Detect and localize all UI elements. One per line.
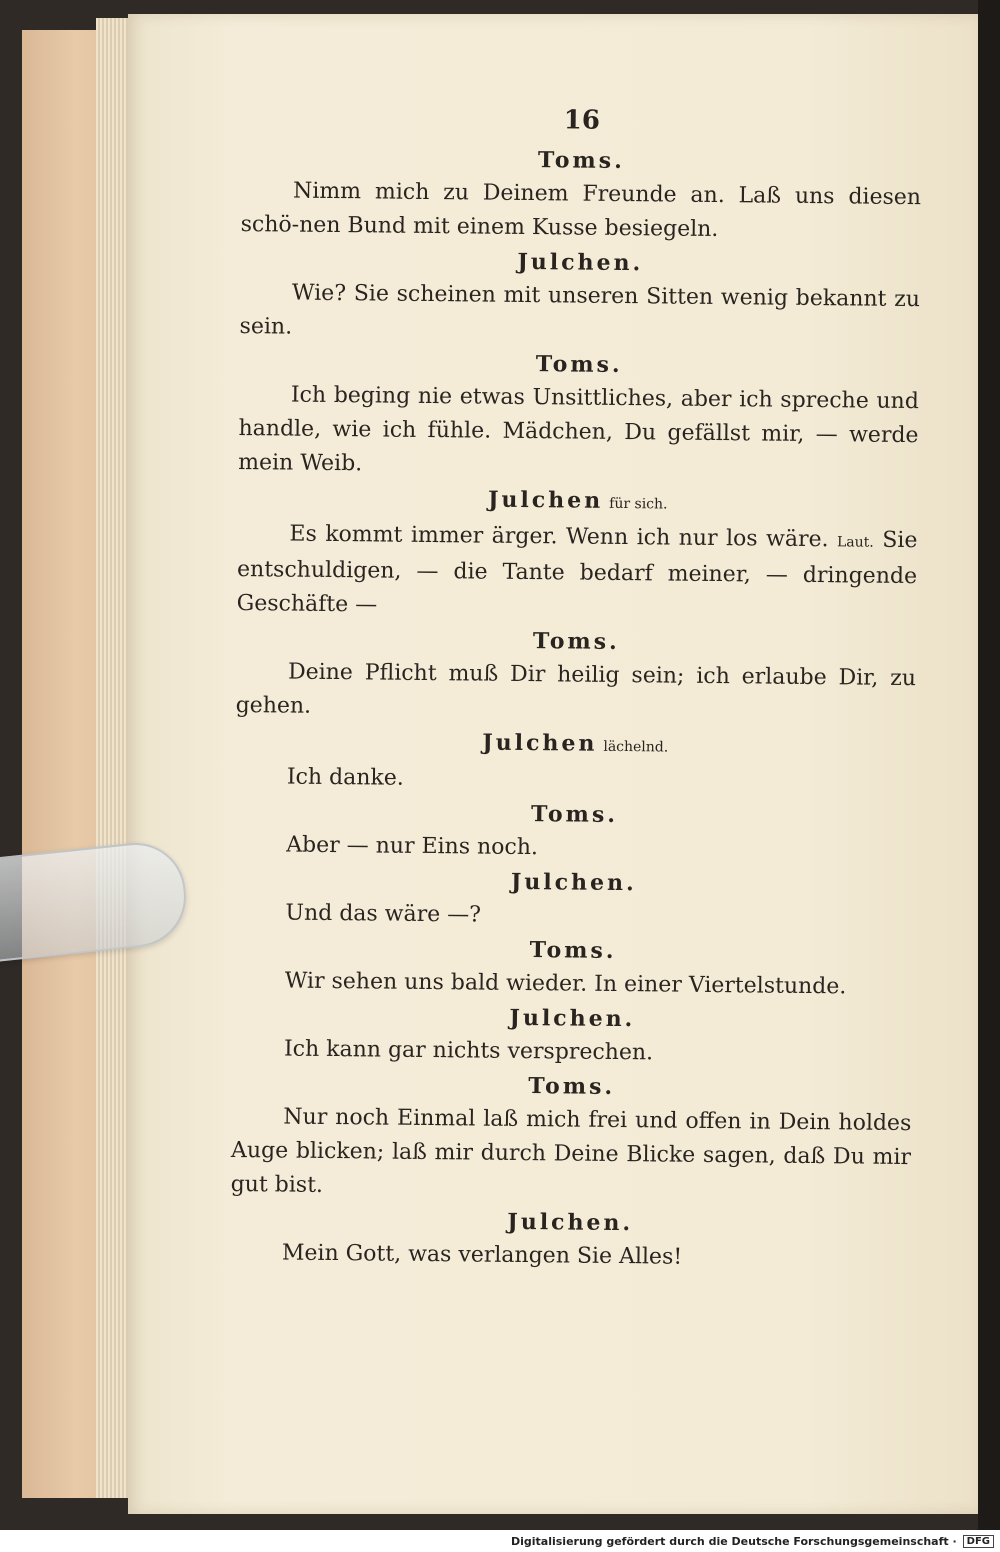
line-text: Aber — nur Eins noch. [286, 832, 539, 861]
dialogue [230, 140, 922, 1277]
line-text: Ich kann gar nichts versprechen. [283, 1036, 654, 1066]
line-text: Mein Gott, was verlangen Sie Alles! [281, 1240, 683, 1270]
speaker-label: Julchen [487, 486, 604, 514]
speaker-label: Julchen. [517, 248, 644, 277]
dialogue-line [235, 655, 916, 730]
dialogue-line [235, 760, 915, 801]
dialogue-line [241, 174, 922, 249]
line-text-continued: Sie entschuldigen, — die Tante bedarf meiner, — dringende Geschäfte — [236, 527, 918, 618]
dialogue-line [239, 276, 920, 351]
dialogue-line [233, 896, 913, 937]
line-text: Wie? Sie scheinen mit unseren Sitten wenig bekannt zu sein. [239, 280, 921, 340]
speaker-label: Toms. [535, 351, 623, 379]
dialogue-line [230, 1100, 911, 1209]
stage-direction: lächelnd. [603, 738, 669, 756]
dialogue-line [237, 517, 918, 628]
dialogue-line [230, 1236, 910, 1277]
footer-bar [0, 1530, 1000, 1552]
line-text: Wir sehen uns bald wieder. In einer Viertelstunde. [284, 968, 847, 1000]
line-text: Nur noch Einmal laß mich frei und offen in Dein holdes Auge blicken; laß mir durch Deine Blicke sagen, daß Du mir gut bist. [230, 1104, 912, 1198]
scanner-border [978, 0, 1000, 1530]
dialogue-line [232, 1032, 912, 1073]
page-text [230, 100, 922, 1277]
line-text: Es kommt immer ärger. Wenn ich nur los wäre. [289, 521, 829, 553]
speaker-label: Toms. [529, 937, 617, 964]
speaker-label: Julchen [482, 729, 598, 757]
dfg-logo: DFG [963, 1535, 994, 1548]
speaker-label: Toms. [530, 801, 619, 828]
dialogue-line [234, 828, 914, 869]
speaker-label: Toms. [537, 147, 625, 175]
speaker-label: Julchen. [507, 1208, 634, 1237]
line-text: Ich beging nie etwas Unsittliches, aber ich spreche und handle, wie ich fühle. Mädchen, Du gefällst mir, — werde mein Weib. [238, 382, 920, 477]
speaker-label: Julchen. [510, 868, 637, 897]
footer-credit: Digitalisierung gefördert durch die Deutsche Forschungsgemeinschaft · [510, 1534, 957, 1548]
line-text: Ich danke. [286, 764, 404, 791]
line-text: Nimm mich zu Deinem Freunde an. Laß uns diesen schö-nen Bund mit einem Kusse besiegeln. [240, 178, 922, 242]
speaker-label: Toms. [532, 628, 620, 655]
stage-direction: für sich. [609, 495, 668, 513]
dialogue-line [238, 378, 919, 487]
dialogue-line [233, 964, 913, 1005]
line-text: Deine Pflicht muß Dir heilig sein; ich erlaube Dir, zu gehen. [235, 659, 917, 719]
speaker-label: Toms. [528, 1073, 616, 1100]
line-text: Und das wäre —? [285, 900, 482, 928]
aside-direction: Laut. [836, 534, 874, 551]
page-number: 16 [563, 105, 601, 136]
speaker-label: Julchen. [509, 1004, 636, 1033]
